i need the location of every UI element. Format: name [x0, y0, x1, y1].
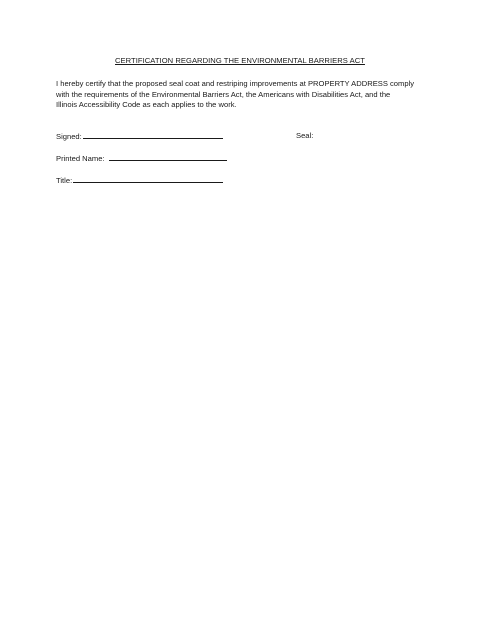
signed-label: Signed:: [56, 132, 82, 141]
signed-field: [56, 131, 223, 142]
title-label: Title:: [56, 176, 73, 185]
seal-field: [296, 131, 313, 141]
statement-line-2: with the requirements of the Environmental Barriers Act, the Americans with Disabilities Act, and the: [56, 89, 391, 99]
document-heading: CERTIFICATION REGARDING THE ENVIRONMENTAL BARRIERS ACT: [115, 56, 365, 65]
title-field: [56, 175, 223, 186]
printed-name-field: [56, 153, 227, 164]
statement-line-3: Illinois Accessibility Code as each applies to the work.: [56, 100, 237, 110]
seal-label: Seal:: [296, 131, 314, 140]
signed-blank-line[interactable]: [83, 131, 223, 139]
printed-name-blank-line[interactable]: [109, 153, 227, 161]
printed-name-label: Printed Name:: [56, 154, 105, 163]
certification-statement: [56, 79, 428, 111]
title-blank-line[interactable]: [73, 175, 223, 183]
statement-line-1: I hereby certify that the proposed seal coat and restriping improvements at PROPERTY ADDRESS comply: [56, 79, 415, 88]
